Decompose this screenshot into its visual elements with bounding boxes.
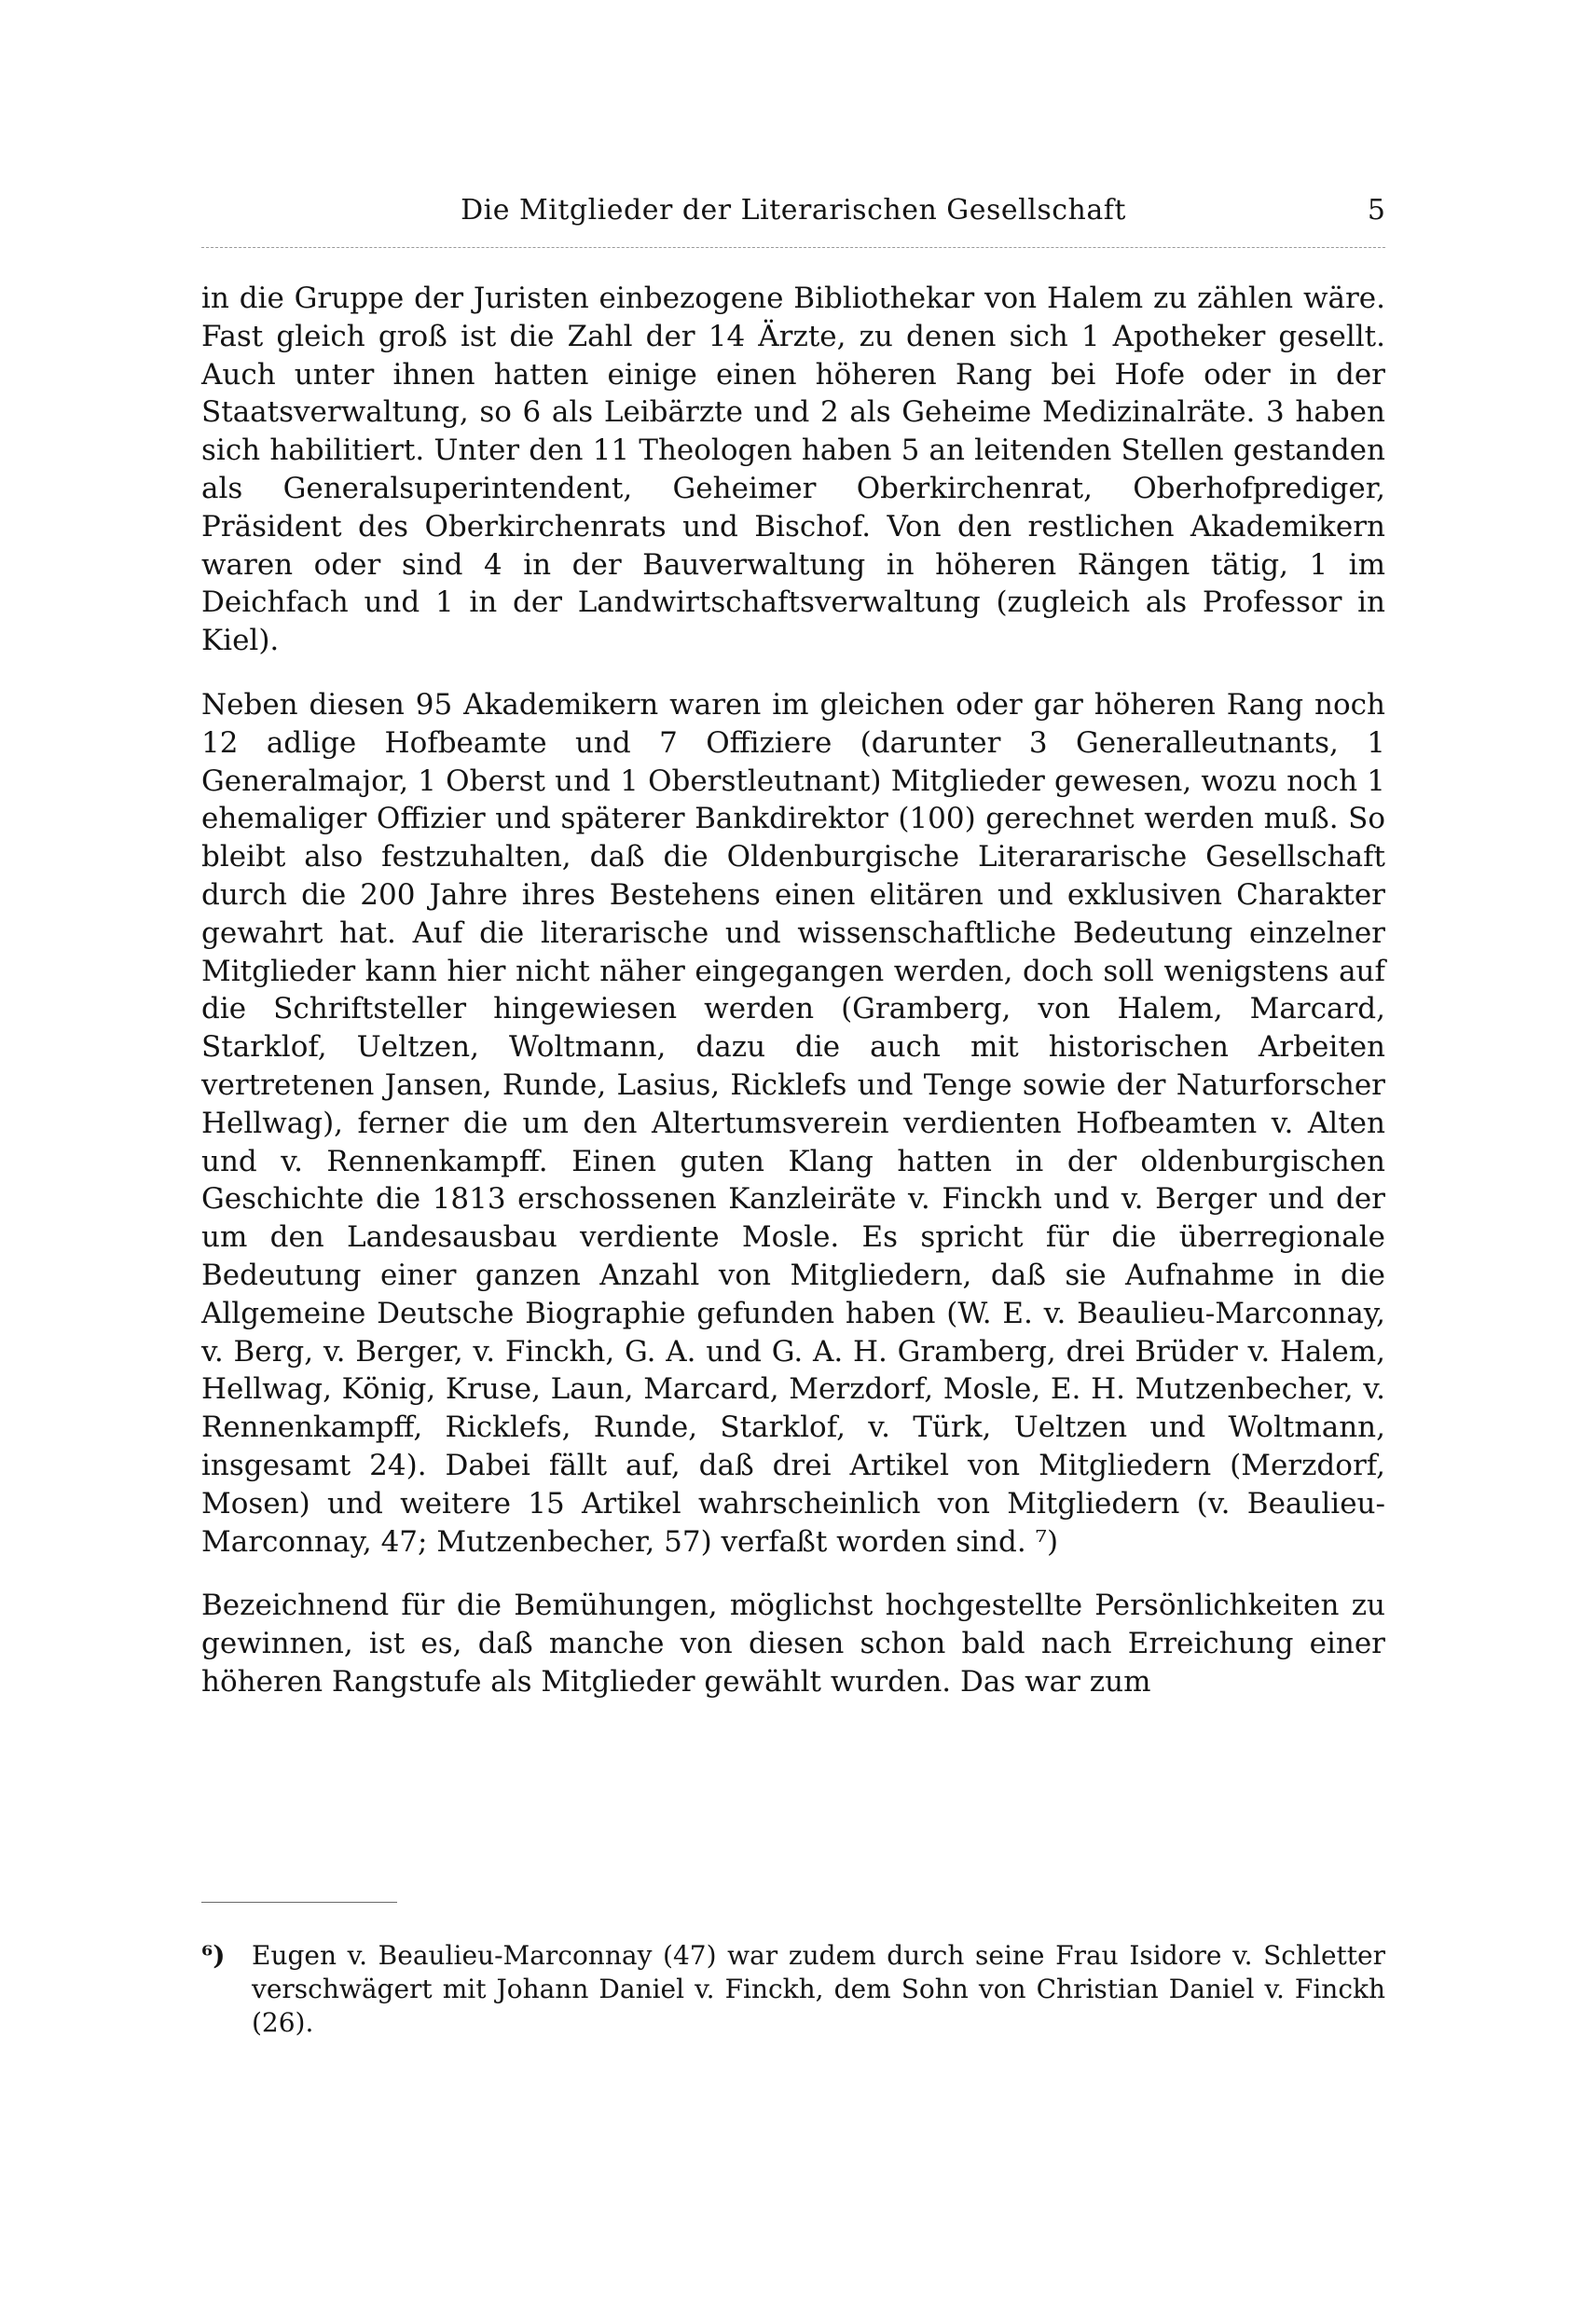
running-title: Die Mitglieder der Literarischen Gesellschaft [461, 194, 1126, 227]
paragraph-2: Neben diesen 95 Akademikern waren im gleichen oder gar höheren Rang noch 12 adlige Hofbeamte und 7 Offiziere (darunter 3 Generalleutnants, 1 Generalmajor, 1 Oberst und 1 Oberstleutnant) Mitglieder gewesen, wozu noch 1 ehemaliger Offizier und späterer Bankdirektor (100) gerechnet werden muß. So bleibt also festzuhalten, daß die Oldenburgische Literararische Gesellschaft durch die 200 Jahre ihres Bestehens einen elitären und exklusiven Charakter gewahrt hat. Auf die literarische und wissenschaftliche Bedeutung einzelner Mitglieder kann hier nicht näher eingegangen werden, doch soll wenigstens auf die Schriftsteller hingewiesen werden (Gramberg, von Halem, Marcard, Starklof, Ueltzen, Woltmann, dazu die auch mit historischen Arbeiten vertretenen Jansen, Runde, Lasius, Ricklefs und Tenge sowie der Naturforscher Hellwag), ferner die um den Altertumsverein verdienten Hofbeamten v. Alten und v. Rennenkampff. Einen guten Klang hatten in der oldenburgischen Geschichte die 1813 erschossenen Kanzleiräte v. Finckh und v. Berger und der um den Landesausbau verdiente Mosle. Es spricht für die überregionale Bedeutung einer ganzen Anzahl von Mitgliedern, daß sie Aufnahme in die Allgemeine Deutsche Biographie gefunden haben (W. E. v. Beaulieu-Marconnay, v. Berg, v. Berger, v. Finckh, G. A. und G. A. H. Gramberg, drei Brüder v. Halem, Hellwag, König, Kruse, Laun, Marcard, Merzdorf, Mosle, E. H. Mutzenbecher, v. Rennenkampff, Ricklefs, Runde, Starklof, v. Türk, Ueltzen und Woltmann, insgesamt 24). Dabei fällt auf, daß drei Artikel von Mitgliedern (Merzdorf, Mosen) und weitere 15 Artikel wahrscheinlich von Mitgliedern (v. Beaulieu-Marconnay, 47; Mutzenbecher, 57) verfaßt worden sind. ⁷) [201, 687, 1385, 1559]
footnote-text: Eugen v. Beaulieu-Marconnay (47) war zudem durch seine Frau Isidore v. Schletter verschwägert mit Johann Daniel v. Finckh, dem Sohn von Christian Daniel v. Finckh (26). [252, 1940, 1385, 2038]
header-divider [201, 247, 1385, 248]
running-head [201, 192, 1385, 239]
footnote-divider [201, 1902, 397, 1903]
footnote-marker: ⁶) [201, 1940, 226, 1971]
paragraph-1: in die Gruppe der Juristen einbezogene Bibliothekar von Halem zu zählen wäre. Fast gleich groß ist die Zahl der 14 Ärzte, zu denen sich 1 Apotheker gesellt. Auch unter ihnen hatten einige einen höheren Rang bei Hofe oder in der Staatsverwaltung, so 6 als Leibärzte und 2 als Geheime Medizinalräte. 3 haben sich habilitiert. Unter den 11 Theologen haben 5 an leitenden Stellen gestanden als Generalsuperintendent, Geheimer Oberkirchenrat, Oberhofprediger, Präsident des Oberkirchenrats und Bischof. Von den restlichen Akademikern waren oder sind 4 in der Bauverwaltung in höheren Rängen tätig, 1 im Deichfach und 1 in der Landwirtschaftsverwaltung (zugleich als Professor in Kiel). [201, 282, 1385, 658]
body-text [201, 280, 1385, 1701]
footnote [201, 1939, 1385, 2040]
page-number: 5 [1367, 194, 1385, 227]
paragraph-3: Bezeichnend für die Bemühungen, möglichst hochgestellte Persönlichkeiten zu gewinnen, ist es, daß manche von diesen schon bald nach Erreichung einer höheren Rangstufe als Mitglieder gewählt wurden. Das war zum [201, 1589, 1385, 1699]
